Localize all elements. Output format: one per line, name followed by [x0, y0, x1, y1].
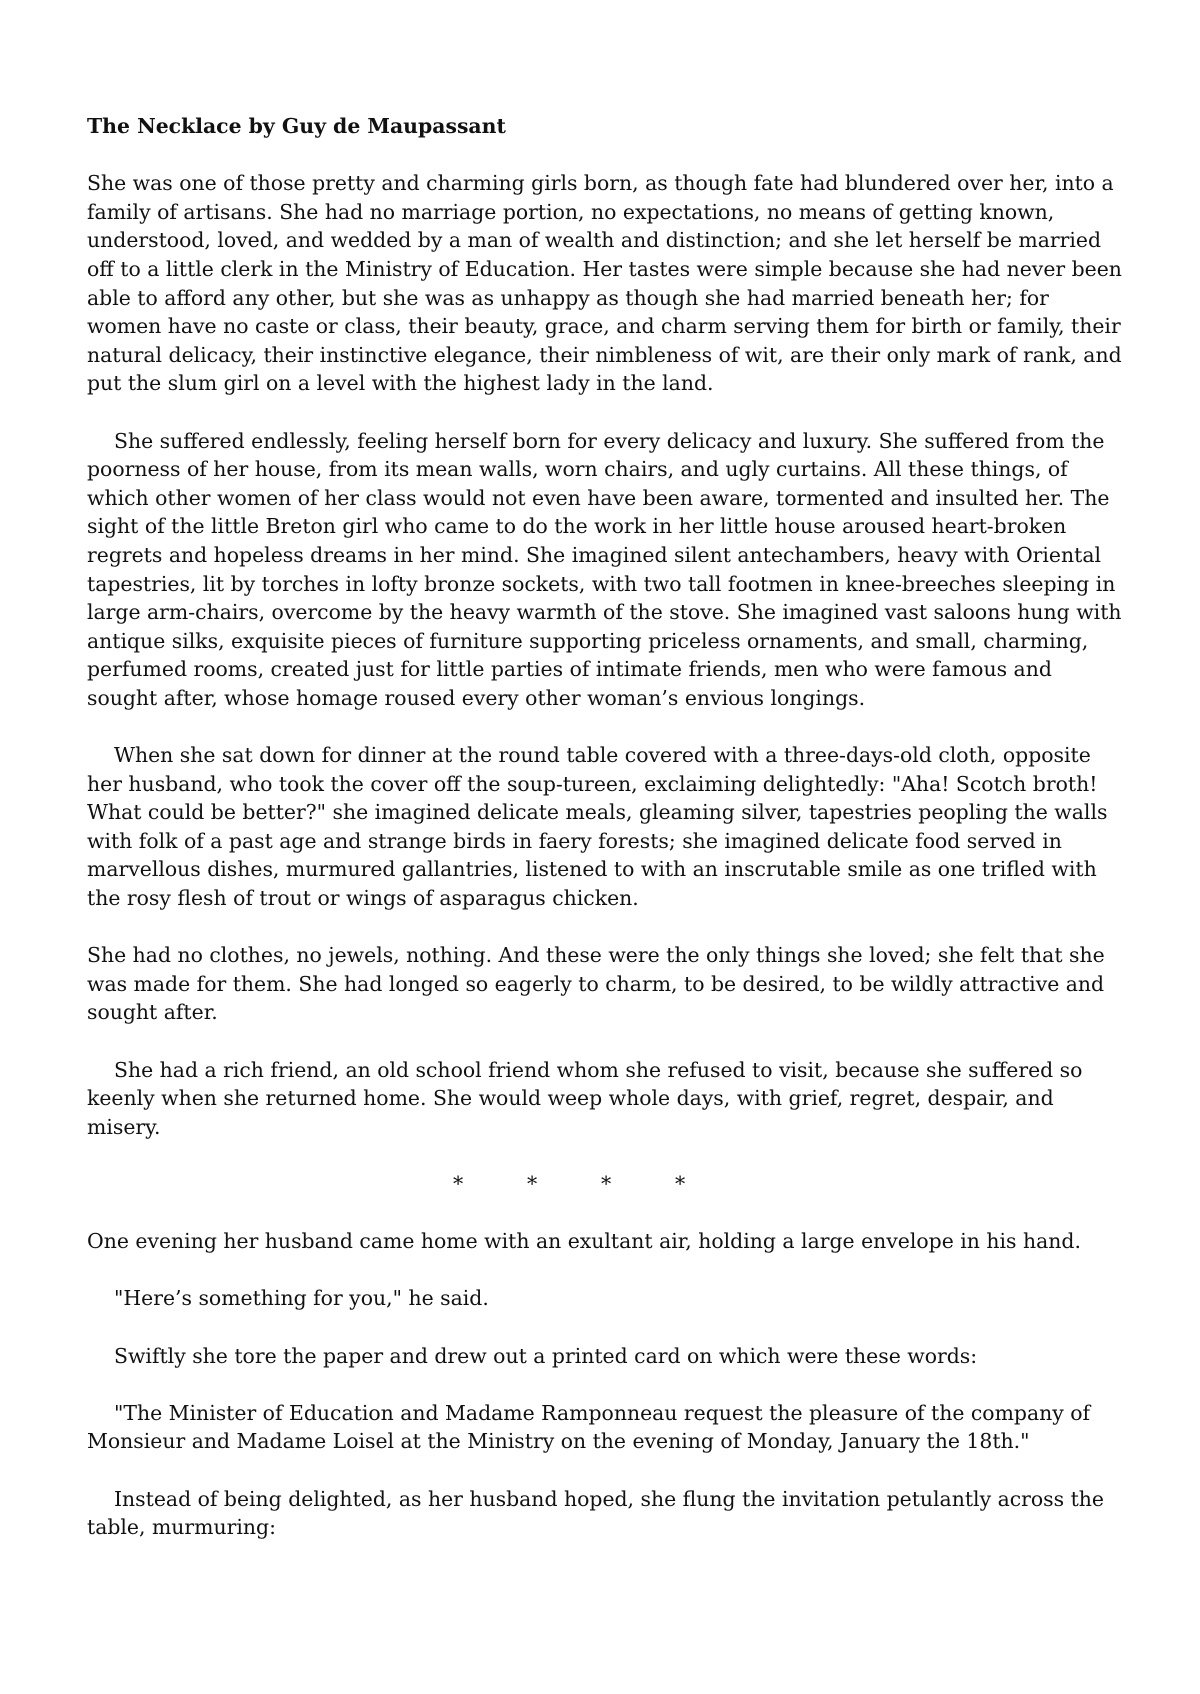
paragraph: She had a rich friend, an old school friend whom she refused to visit, because she suffered so keenly when she returned home. She would weep whole days, with grief, regret, despair, and misery.: [87, 1057, 1083, 1139]
paragraph: She was one of those pretty and charming girls born, as though fate had blundered over her, into a family of artisans. She had no marriage portion, no expectations, no means of getting known, understood, loved, and wedded by a man of wealth and distinction; and she let herself be married off to a little clerk in the Ministry of Education. Her tastes were simple because she had never been able to afford any other, but she was as unhappy as though she had married beneath her; for women have no caste or class, their beauty, grace, and charm serving them for birth or family, their natural delicacy, their instinctive elegance, their nimbleness of wit, are their only mark of rank, and put the slum girl on a level with the highest lady in the land.: [87, 171, 1122, 396]
separator-asterisk: *: [527, 1171, 538, 1196]
document-page: [87, 112, 1127, 1570]
separator-asterisk: *: [675, 1171, 686, 1196]
separator-asterisk: *: [601, 1171, 612, 1196]
paragraph: She suffered endlessly, feeling herself born for every delicacy and luxury. She suffered from the poorness of her house, from its mean walls, worn chairs, and ugly curtains. All these things, of which other women of her class would not even have been aware, tormented and insulted her. The sight of the little Breton girl who came to do the work in her little house aroused heart-broken regrets and hopeless dreams in her mind. She imagined silent antechambers, heavy with Oriental tapestries, lit by torches in lofty bronze sockets, with two tall footmen in knee-breeches sleeping in large arm-chairs, overcome by the heavy warmth of the stove. She imagined vast saloons hung with antique silks, exquisite pieces of furniture supporting priceless ornaments, and small, charming, perfumed rooms, created just for little parties of intimate friends, men who were famous and sought after, whose homage roused every other woman’s envious longings.: [87, 428, 1122, 710]
section-separator: [87, 1170, 1127, 1199]
document-title: The Necklace by Guy de Maupassant: [87, 114, 506, 138]
separator-asterisk: *: [453, 1171, 464, 1196]
paragraph: Swiftly she tore the paper and drew out a printed card on which were these words:: [114, 1343, 978, 1368]
paragraph: When she sat down for dinner at the round table covered with a three-days-old cloth, opposite her husband, who took the cover off the soup-tureen, exclaiming delightedly: "Aha! Scotch broth! What could be better?" she imagined delicate meals, gleaming silver, tapestries peopling the walls with folk of a past age and strange birds in faery forests; she imagined delicate food served in marvellous dishes, murmured gallantries, listened to with an inscrutable smile as one trifled with the rosy flesh of trout or wings of asparagus chicken.: [87, 743, 1108, 911]
paragraph: She had no clothes, no jewels, nothing. And these were the only things she loved; she felt that she was made for them. She had longed so eagerly to charm, to be desired, to be wildly attractive and sought after.: [87, 943, 1105, 1025]
paragraph: Instead of being delighted, as her husband hoped, she flung the invitation petulantly across the table, murmuring:: [87, 1486, 1104, 1540]
paragraph: "Here’s something for you," he said.: [114, 1286, 489, 1311]
paragraph: "The Minister of Education and Madame Ramponneau request the pleasure of the company of Monsieur and Madame Loisel at the Ministry on the evening of Monday, January the 18th.": [87, 1400, 1091, 1454]
paragraph: One evening her husband came home with an exultant air, holding a large envelope in his hand.: [87, 1229, 1081, 1254]
